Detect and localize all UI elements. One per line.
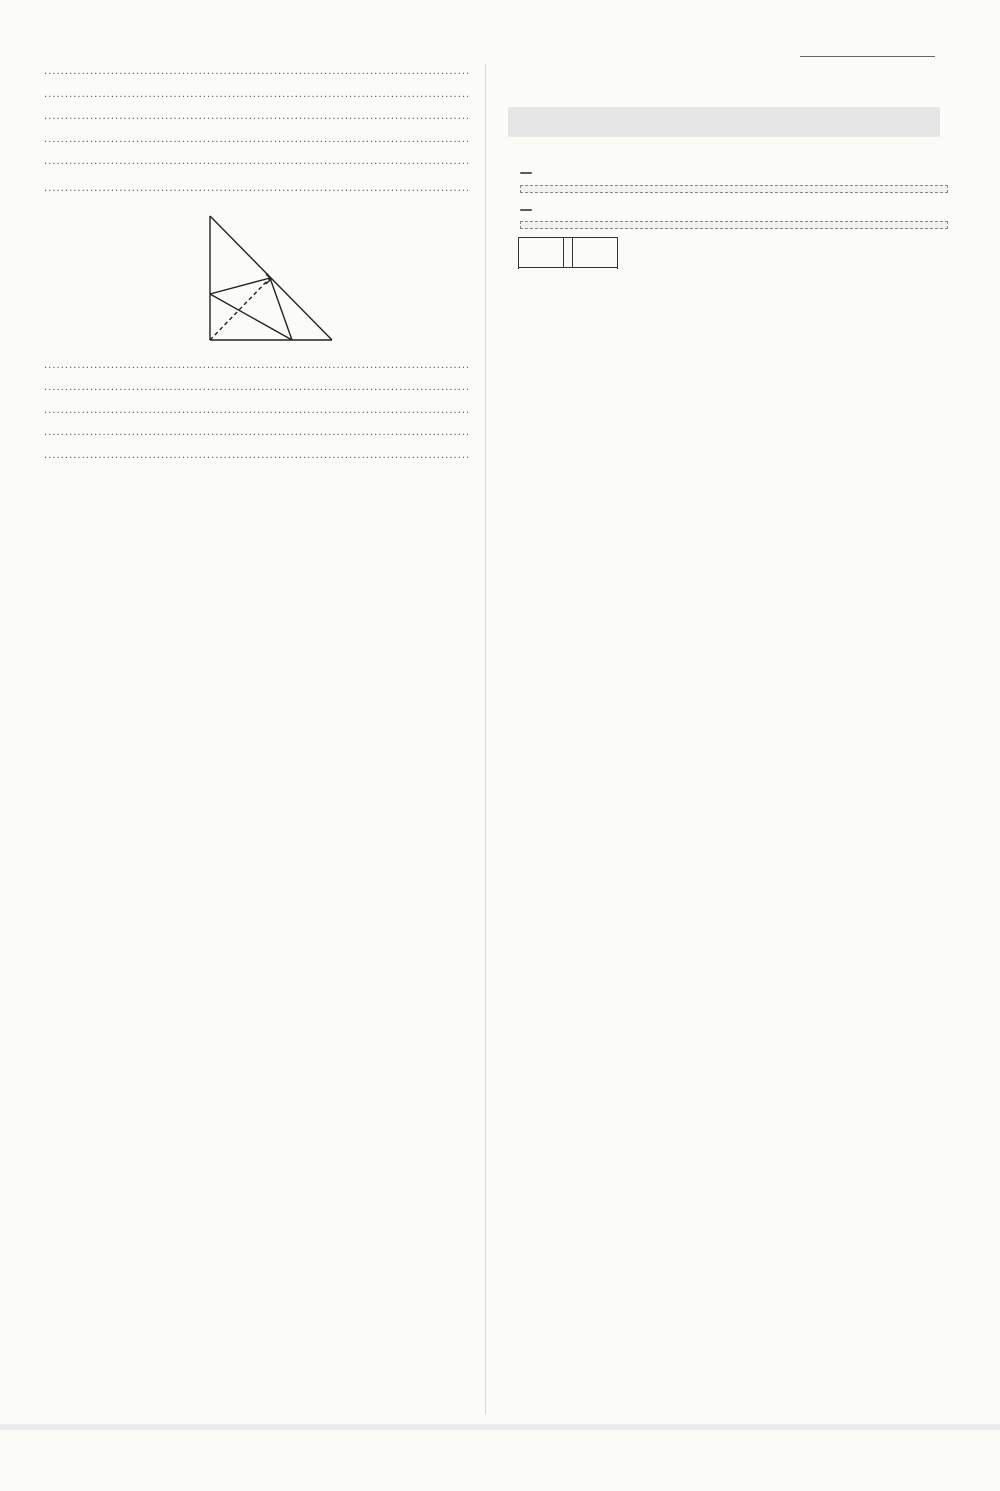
segment-ad <box>210 278 270 340</box>
section-bar <box>508 107 940 137</box>
header-freq <box>573 238 618 268</box>
header-rule <box>800 56 935 57</box>
question-21 <box>42 64 470 204</box>
header-borrow <box>564 238 573 268</box>
column-divider <box>485 64 486 1414</box>
right-column <box>500 160 948 268</box>
q22-figure <box>182 208 352 358</box>
left-column <box>42 64 470 471</box>
method-label <box>520 209 532 211</box>
method-box-2 <box>520 197 948 230</box>
segment-ed <box>210 278 270 294</box>
question-22 <box>42 206 470 471</box>
method-box-1 <box>520 160 948 193</box>
question-16 <box>500 233 948 268</box>
bottom-bar <box>0 1424 1000 1430</box>
segment-bc <box>210 216 332 340</box>
method-label <box>520 172 532 174</box>
segment-ef <box>210 294 292 340</box>
method-body <box>520 221 948 229</box>
borrow-table <box>518 237 618 268</box>
header-code <box>519 238 564 268</box>
triangle-diagram <box>182 208 352 358</box>
